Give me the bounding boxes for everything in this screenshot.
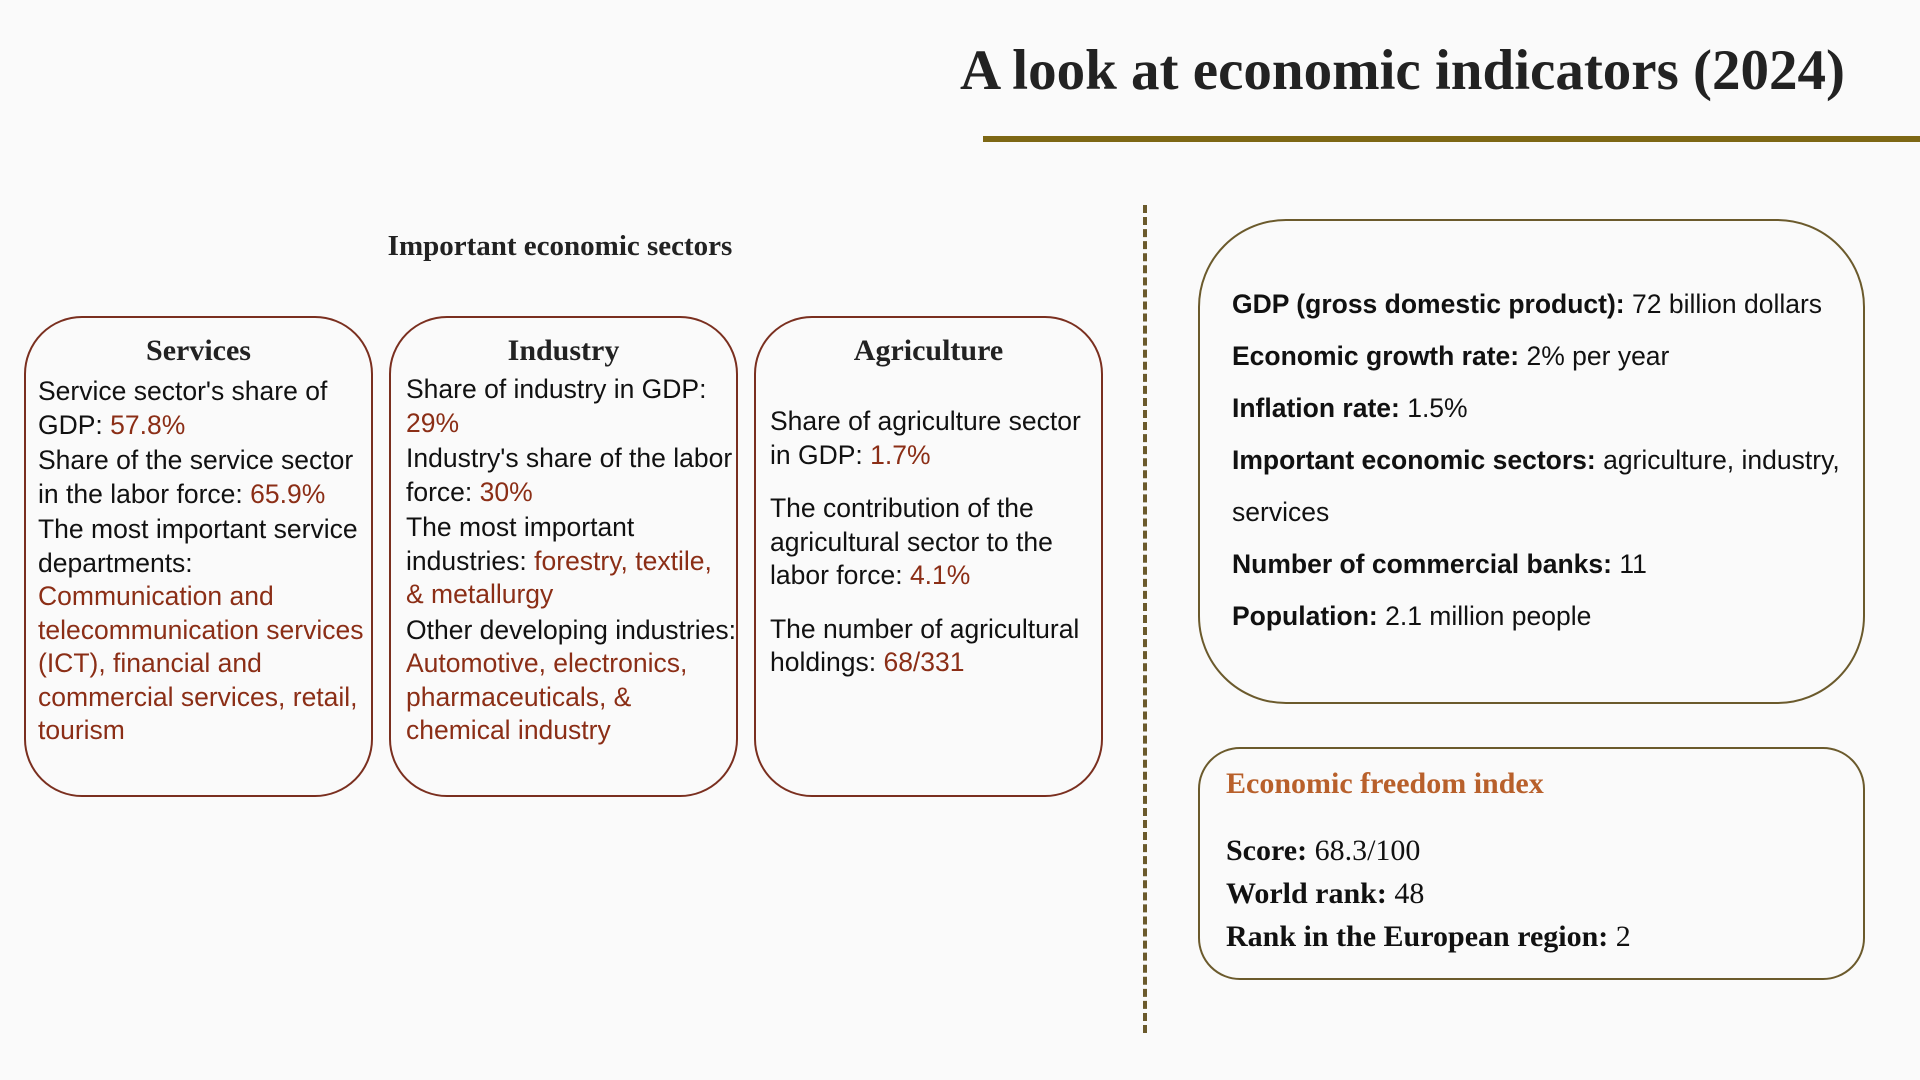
industry-card: [389, 316, 738, 797]
stat-value: 68/331: [883, 647, 965, 677]
card-body: [770, 405, 1088, 682]
facts-list: [1232, 278, 1852, 642]
stat-value: 30%: [479, 476, 533, 507]
sectors-heading: Important economic sectors: [387, 230, 733, 262]
card-title: Agriculture: [853, 334, 1004, 367]
stat-line: Share of agriculture sector in GDP: 1.7%: [770, 406, 1081, 470]
card-title: Services: [146, 334, 251, 367]
freedom-index-title: Economic freedom index: [1226, 767, 1544, 800]
stat-line: Share of industry in GDP: 29%: [406, 374, 707, 438]
fact-item: Important economic sectors: agriculture, industry, services: [1232, 445, 1840, 527]
fact-item: Inflation rate: 1.5%: [1232, 393, 1468, 423]
stat-value: 57.8%: [110, 409, 186, 440]
freedom-index-panel: [1198, 747, 1865, 980]
freedom-index-item: Score: 68.3/100: [1226, 834, 1421, 867]
freedom-index-list: [1226, 829, 1631, 958]
stat-value: forestry, textile, & metallurgy: [406, 545, 712, 609]
stat-line: Share of the service sector in the labor force: 65.9%: [38, 445, 354, 509]
key-facts-panel: [1198, 219, 1865, 704]
stat-line: Industry's share of the labor force: 30%: [406, 443, 733, 507]
stat-value: Communication and telecommunication services (ICT), financial and commercial services, retail, tourism: [38, 581, 364, 745]
freedom-index-item: Rank in the European region: 2: [1226, 920, 1631, 953]
freedom-index-item: World rank: 48: [1226, 877, 1425, 910]
vertical-dashed-divider: [1143, 205, 1147, 1033]
services-card: [24, 316, 373, 797]
stat-value: Automotive, electronics, pharmaceuticals, & chemical industry: [406, 648, 688, 745]
stat-value: 4.1%: [909, 560, 971, 590]
fact-item: GDP (gross domestic product): 72 billion dollars: [1232, 289, 1823, 319]
fact-item: Number of commercial banks: 11: [1232, 549, 1647, 579]
stat-line: The most important service departments: Communication and telecommunication services (ICT), financial and commercial services, retail, tourism: [38, 514, 364, 745]
stat-line: The most important industries: forestry, textile, & metallurgy: [406, 512, 712, 609]
stat-line: Other developing industries: Automotive, electronics, pharmaceuticals, & chemical industry: [406, 614, 736, 745]
stat-line: The number of agricultural holdings: 68/331: [770, 613, 1080, 677]
stat-value: 29%: [406, 407, 460, 438]
stat-value: 1.7%: [870, 439, 931, 470]
fact-item: Population: 2.1 million people: [1232, 601, 1592, 631]
page-title: A look at economic indicators (2024): [960, 39, 1846, 102]
stat-line: Service sector's share of GDP: 57.8%: [38, 376, 328, 440]
stat-line: The contribution of the agricultural sector to the labor force: 4.1%: [770, 493, 1053, 590]
stat-value: 65.9%: [250, 478, 326, 509]
title-underline: [983, 136, 1920, 142]
card-body: [38, 375, 378, 750]
card-body: [406, 373, 736, 750]
agriculture-card: [754, 316, 1103, 797]
fact-item: Economic growth rate: 2% per year: [1232, 341, 1670, 371]
card-title: Industry: [507, 334, 620, 367]
